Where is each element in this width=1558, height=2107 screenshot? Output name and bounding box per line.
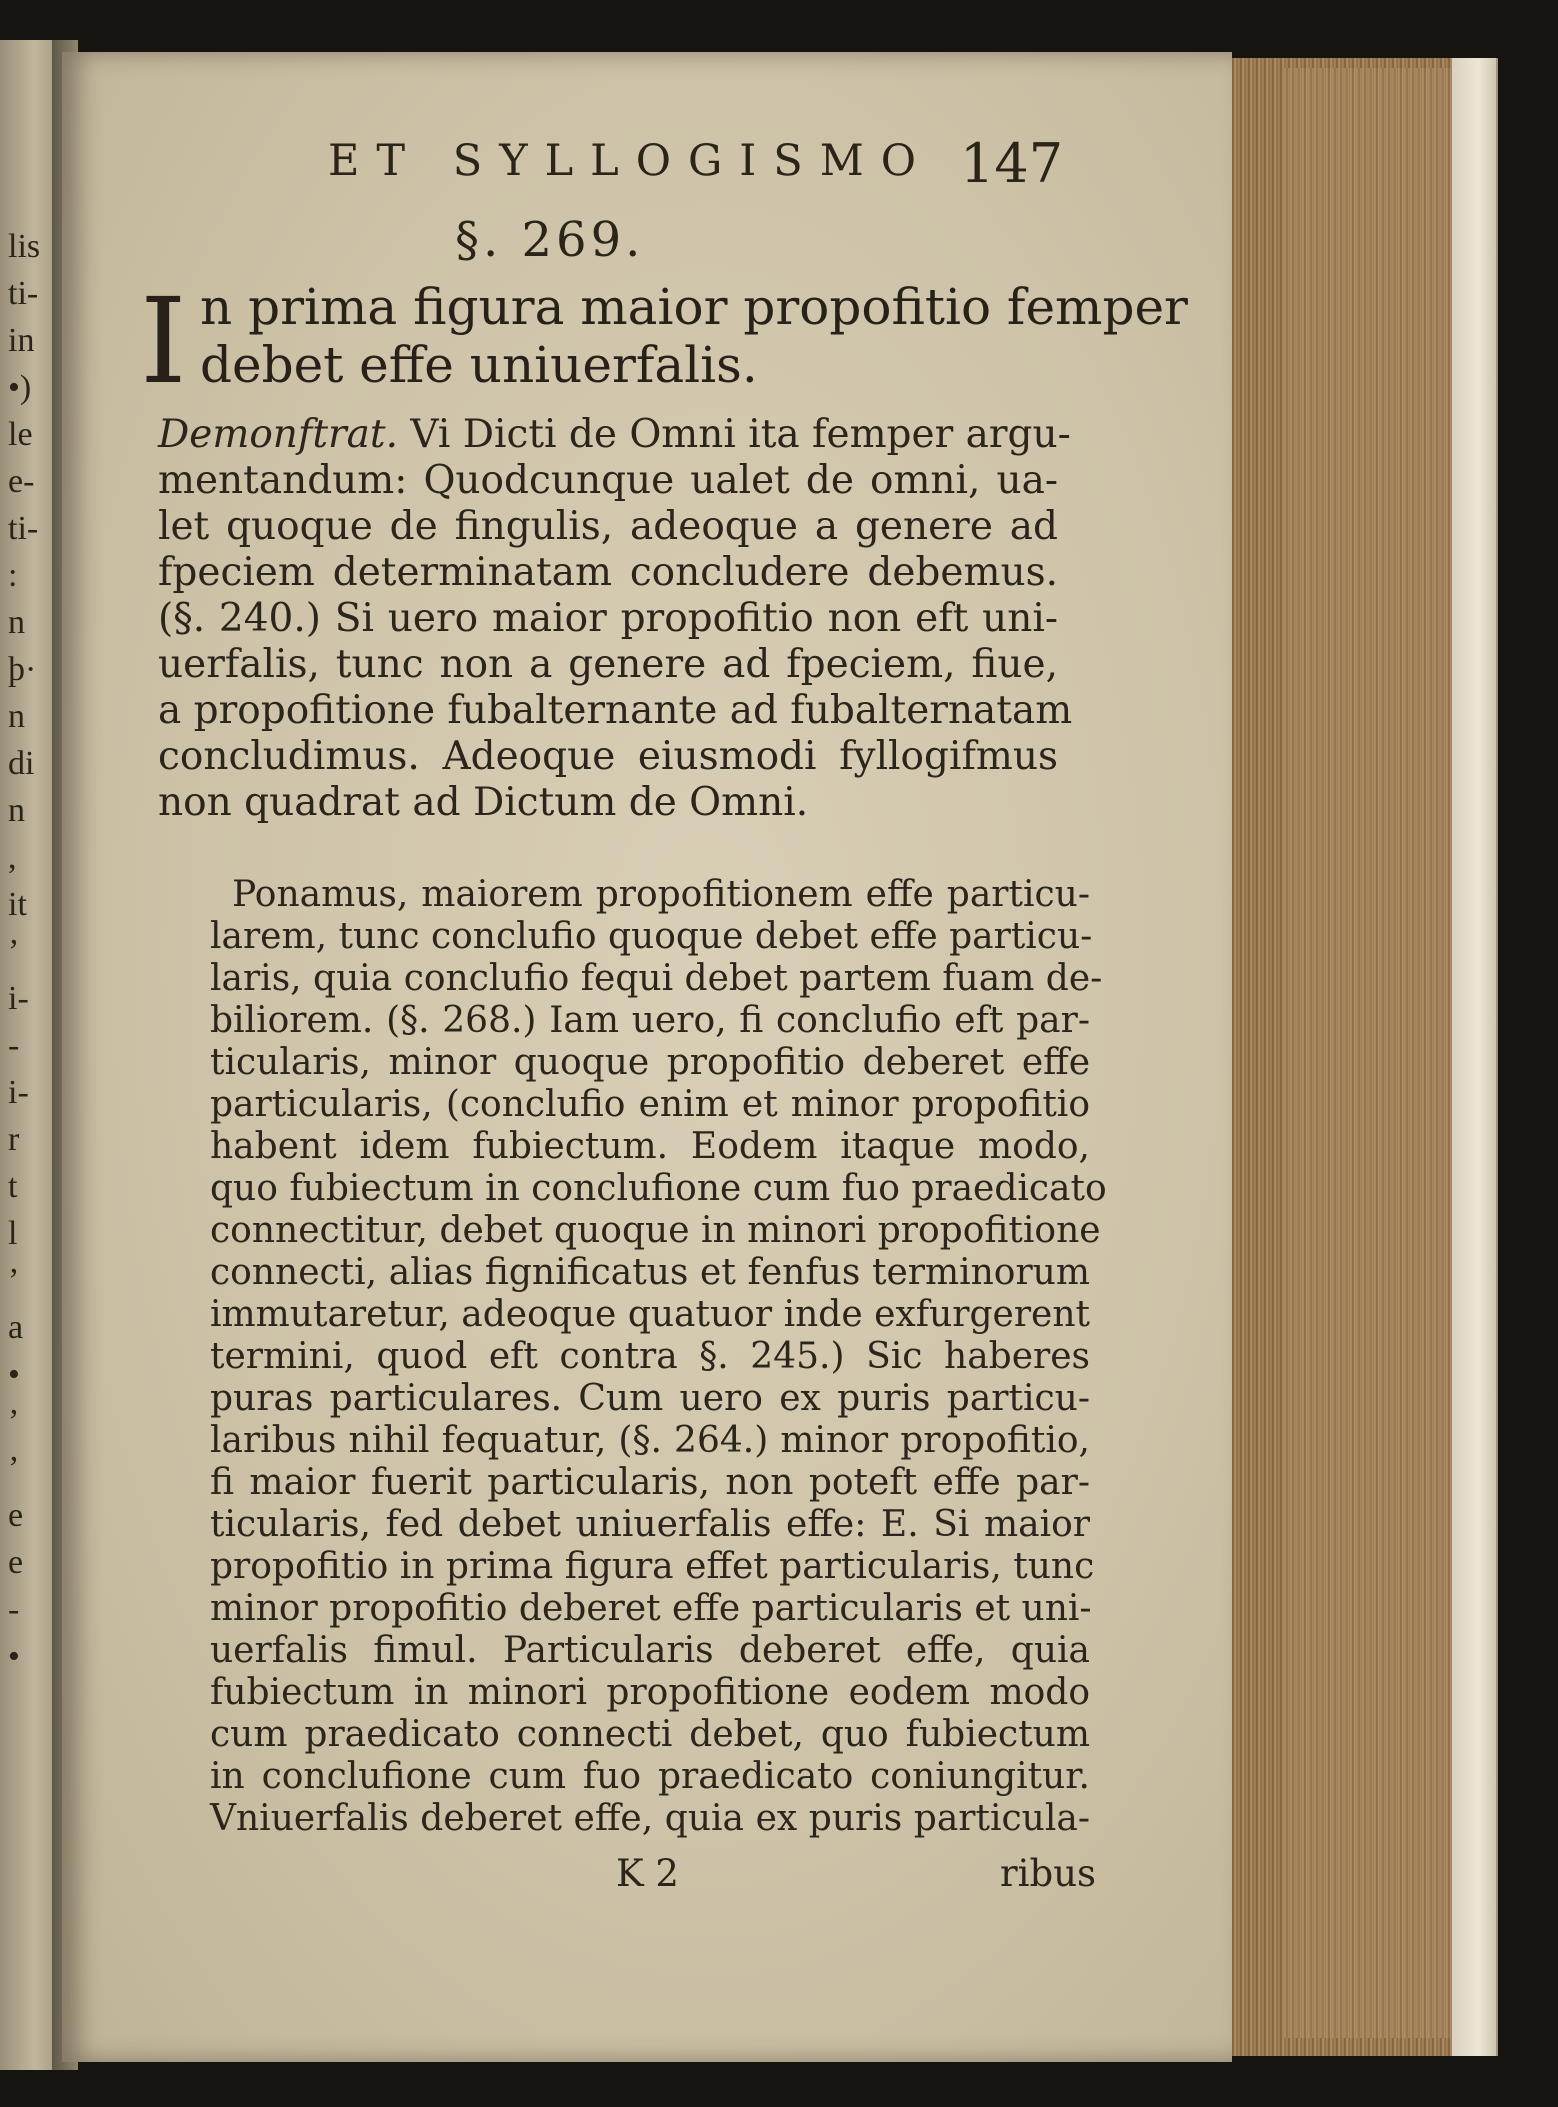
- running-title: ET SYLLOGISMO: [328, 136, 934, 186]
- facing-page-fragment: ’: [8, 1450, 20, 1487]
- facing-page-fragment: lis: [8, 228, 41, 265]
- facing-page-fragment: •: [8, 1356, 20, 1393]
- section-number: §. 269.: [455, 212, 645, 268]
- commentary-line: habent idem fubiectum. Eodem itaque modo,: [210, 1126, 1090, 1167]
- commentary-line: particularis, (conclufio enim et minor propofitio: [210, 1084, 1090, 1125]
- facing-page-fragment: l: [8, 1215, 18, 1252]
- facing-page-fragment: •: [8, 1638, 20, 1675]
- commentary-line: cum praedicato connecti debet, quo fubiectum: [210, 1714, 1090, 1755]
- facing-page-fragment: i-: [8, 980, 29, 1017]
- commentary-line: Vniuerfalis deberet effe, quia ex puris particula-: [210, 1798, 1090, 1839]
- demonstration-line: (§. 240.) Si uero maior propofitio non eft uni-: [158, 596, 1058, 641]
- facing-page-fragment: r: [8, 1121, 20, 1158]
- demonstration-line: let quoque de fingulis, adeoque a genere ad: [158, 504, 1058, 549]
- facing-page-fragment: e: [8, 1497, 24, 1534]
- facing-page-fragment: it: [8, 886, 27, 923]
- proposition-line: n prima figura maior propofitio femper: [200, 278, 1188, 336]
- commentary-line: connecti, alias fignificatus et fenfus terminorum: [210, 1252, 1090, 1293]
- commentary-line: fubiectum in minori propofitione eodem modo: [210, 1672, 1090, 1713]
- commentary-line: termini, quod eft contra §. 245.) Sic haberes: [210, 1336, 1090, 1377]
- commentary-line: in conclufione cum fuo praedicato coniungitur.: [210, 1756, 1090, 1797]
- signature-mark: K 2: [616, 1852, 679, 1895]
- facing-page-fragment: e-: [8, 463, 35, 500]
- commentary-line: Ponamus, maiorem propofitionem effe particu-: [232, 874, 1090, 915]
- demonstration-line: non quadrat ad Dictum de Omni.: [158, 780, 809, 825]
- facing-page-fragment: ’: [8, 933, 20, 970]
- facing-page-fragment: -: [8, 1591, 20, 1628]
- commentary-line: connectitur, debet quoque in minori propofitione: [210, 1210, 1101, 1251]
- commentary-line: puras particulares. Cum uero ex puris particu-: [210, 1378, 1090, 1419]
- facing-page-fragment: e: [8, 1544, 24, 1581]
- facing-page-fragment: •): [8, 369, 32, 406]
- commentary-line: minor propofitio deberet effe particularis et uni-: [210, 1588, 1092, 1629]
- commentary-line: fi maior fuerit particularis, non poteft effe par-: [210, 1462, 1090, 1503]
- catchword: ribus: [1000, 1852, 1097, 1895]
- commentary-line: biliorem. (§. 268.) Iam uero, fi conclufio eft par-: [210, 1000, 1090, 1041]
- facing-page-fragment: ’: [8, 1262, 20, 1299]
- commentary-line: propofitio in prima figura effet particularis, tunc: [210, 1546, 1095, 1587]
- facing-page-fragment: ti-: [8, 510, 39, 547]
- facing-page-fragment: le: [8, 416, 33, 453]
- commentary-line: uerfalis fimul. Particularis deberet effe, quia: [210, 1630, 1090, 1671]
- facing-page-fragment: n: [8, 698, 25, 735]
- facing-page-fragment: a: [8, 1309, 24, 1346]
- demonstration-label: Demonftrat.: [158, 412, 398, 457]
- book-cover-edge: [1452, 58, 1498, 2056]
- commentary-line: ticularis, minor quoque propofitio deberet effe: [210, 1042, 1090, 1083]
- running-head: [300, 132, 1100, 195]
- facing-page-fragment: ’: [8, 1403, 20, 1440]
- facing-page-fragment: n: [8, 604, 25, 641]
- demonstration-line: fpeciem determinatam concludere debemus.: [158, 550, 1058, 595]
- proposition-line: debet effe uniuerfalis.: [200, 336, 758, 394]
- facing-page-fragment: i-: [8, 1074, 29, 1111]
- facing-page-fragment: ti-: [8, 275, 39, 312]
- facing-page-fragment: in: [8, 322, 35, 359]
- facing-page-fragment: :: [8, 557, 18, 594]
- demonstration-line: concludimus. Adeoque eiusmodi fyllogifmus: [158, 734, 1058, 779]
- facing-page-fragment: þ·: [8, 651, 37, 688]
- commentary-line: immutaretur, adeoque quatuor inde exfurgerent: [210, 1294, 1090, 1335]
- demonstration-line: a propofitione fubalternante ad fubalternatam: [158, 688, 1073, 733]
- commentary-line: ticularis, fed debet uniuerfalis effe: E. Si maior: [210, 1504, 1090, 1545]
- commentary-line: laribus nihil fequatur, (§. 264.) minor propofitio,: [210, 1420, 1090, 1461]
- facing-page-fragment: n: [8, 792, 25, 829]
- demonstration-line: uerfalis, tunc non a genere ad fpeciem, fiue,: [158, 642, 1058, 687]
- facing-page-fragment: t: [8, 1168, 18, 1205]
- commentary-line: laris, quia conclufio fequi debet partem fuam de-: [210, 958, 1103, 999]
- commentary-line: larem, tunc conclufio quoque debet effe particu-: [210, 916, 1093, 957]
- facing-page-fragment: di: [8, 745, 35, 782]
- page-stack-edge: [1210, 58, 1485, 2056]
- demonstration-line: mentandum: Quodcunque ualet de omni, ua-: [158, 458, 1058, 503]
- facing-page-fragment: -: [8, 1027, 20, 1064]
- drop-cap: I: [140, 272, 187, 410]
- commentary-line: quo fubiectum in conclufione cum fuo praedicato: [210, 1168, 1107, 1209]
- previous-page-edge: [0, 40, 58, 2070]
- facing-page-fragment: ,: [8, 839, 17, 876]
- page-number: 147: [960, 132, 1064, 195]
- demonstration-line: Demonftrat. Vi Dicti de Omni ita femper argu-: [158, 412, 1071, 457]
